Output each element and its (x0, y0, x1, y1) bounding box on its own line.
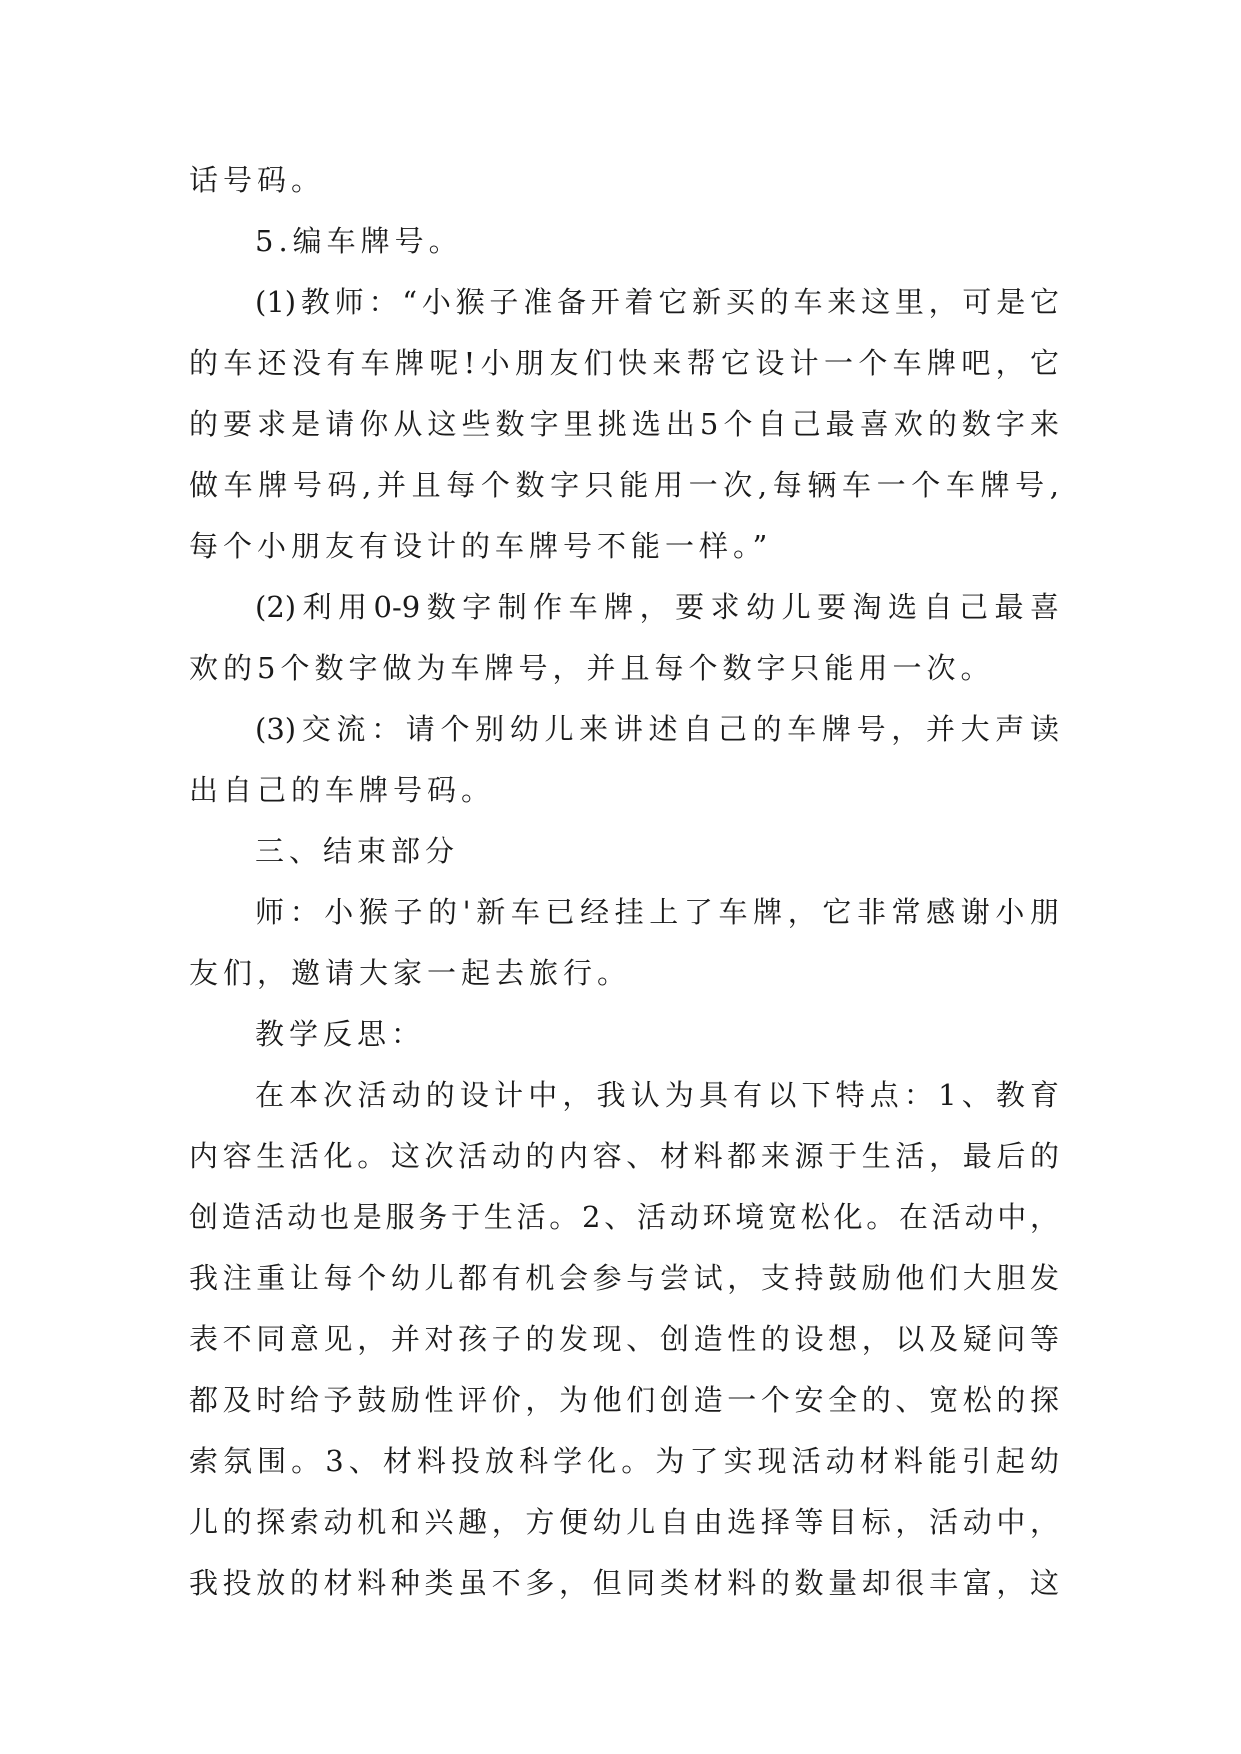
text-line: 我投放的材料种类虽不多，但同类材料的数量却很丰富，这 (189, 1566, 1059, 1600)
text-line: 的车还没有车牌呢!小朋友们快来帮它设计一个车牌吧，它 (189, 346, 1059, 380)
text-line: 都及时给予鼓励性评价，为他们创造一个安全的、宽松的探 (189, 1383, 1059, 1417)
section-heading: 5.编车牌号。 (255, 224, 463, 258)
text-line: 在本次活动的设计中，我认为具有以下特点：1、教育 (255, 1078, 1059, 1112)
section-heading: 教学反思： (255, 1017, 426, 1051)
text-line: 欢的5个数字做为车牌号，并且每个数字只能用一次。 (189, 651, 995, 685)
text-line: 索氛围。3、材料投放科学化。为了实现活动材料能引起幼 (189, 1444, 1059, 1478)
text-line: 表不同意见，并对孩子的发现、创造性的设想，以及疑问等 (189, 1322, 1059, 1356)
text-line: (2)利用0-9数字制作车牌，要求幼儿要淘选自己最喜 (255, 590, 1059, 624)
text-line: 友们，邀请大家一起去旅行。 (189, 956, 632, 990)
text-line: 师：小猴子的'新车已经挂上了车牌，它非常感谢小朋 (255, 895, 1059, 929)
text-line: 儿的探索动机和兴趣，方便幼儿自由选择等目标，活动中， (189, 1505, 1059, 1539)
text-line: 的要求是请你从这些数字里挑选出5个自己最喜欢的数字来 (189, 407, 1059, 441)
text-line: 话号码。 (189, 163, 326, 197)
text-line: 创造活动也是服务于生活。2、活动环境宽松化。在活动中， (189, 1200, 1059, 1234)
text-line: (3)交流：请个别幼儿来讲述自己的车牌号，并大声读 (255, 712, 1059, 746)
text-line: 做车牌号码,并且每个数字只能用一次,每辆车一个车牌号, (189, 468, 1059, 502)
section-heading: 三、结束部分 (255, 834, 460, 868)
body-text (189, 150, 1059, 1614)
text-line: 每个小朋友有设计的车牌号不能一样。” (189, 529, 773, 563)
text-line: (1)教师：“小猴子准备开着它新买的车来这里，可是它 (255, 285, 1059, 319)
text-line: 我注重让每个幼儿都有机会参与尝试，支持鼓励他们大胆发 (189, 1261, 1059, 1295)
text-line: 内容生活化。这次活动的内容、材料都来源于生活，最后的 (189, 1139, 1059, 1173)
text-line: 出自己的车牌号码。 (189, 773, 496, 807)
